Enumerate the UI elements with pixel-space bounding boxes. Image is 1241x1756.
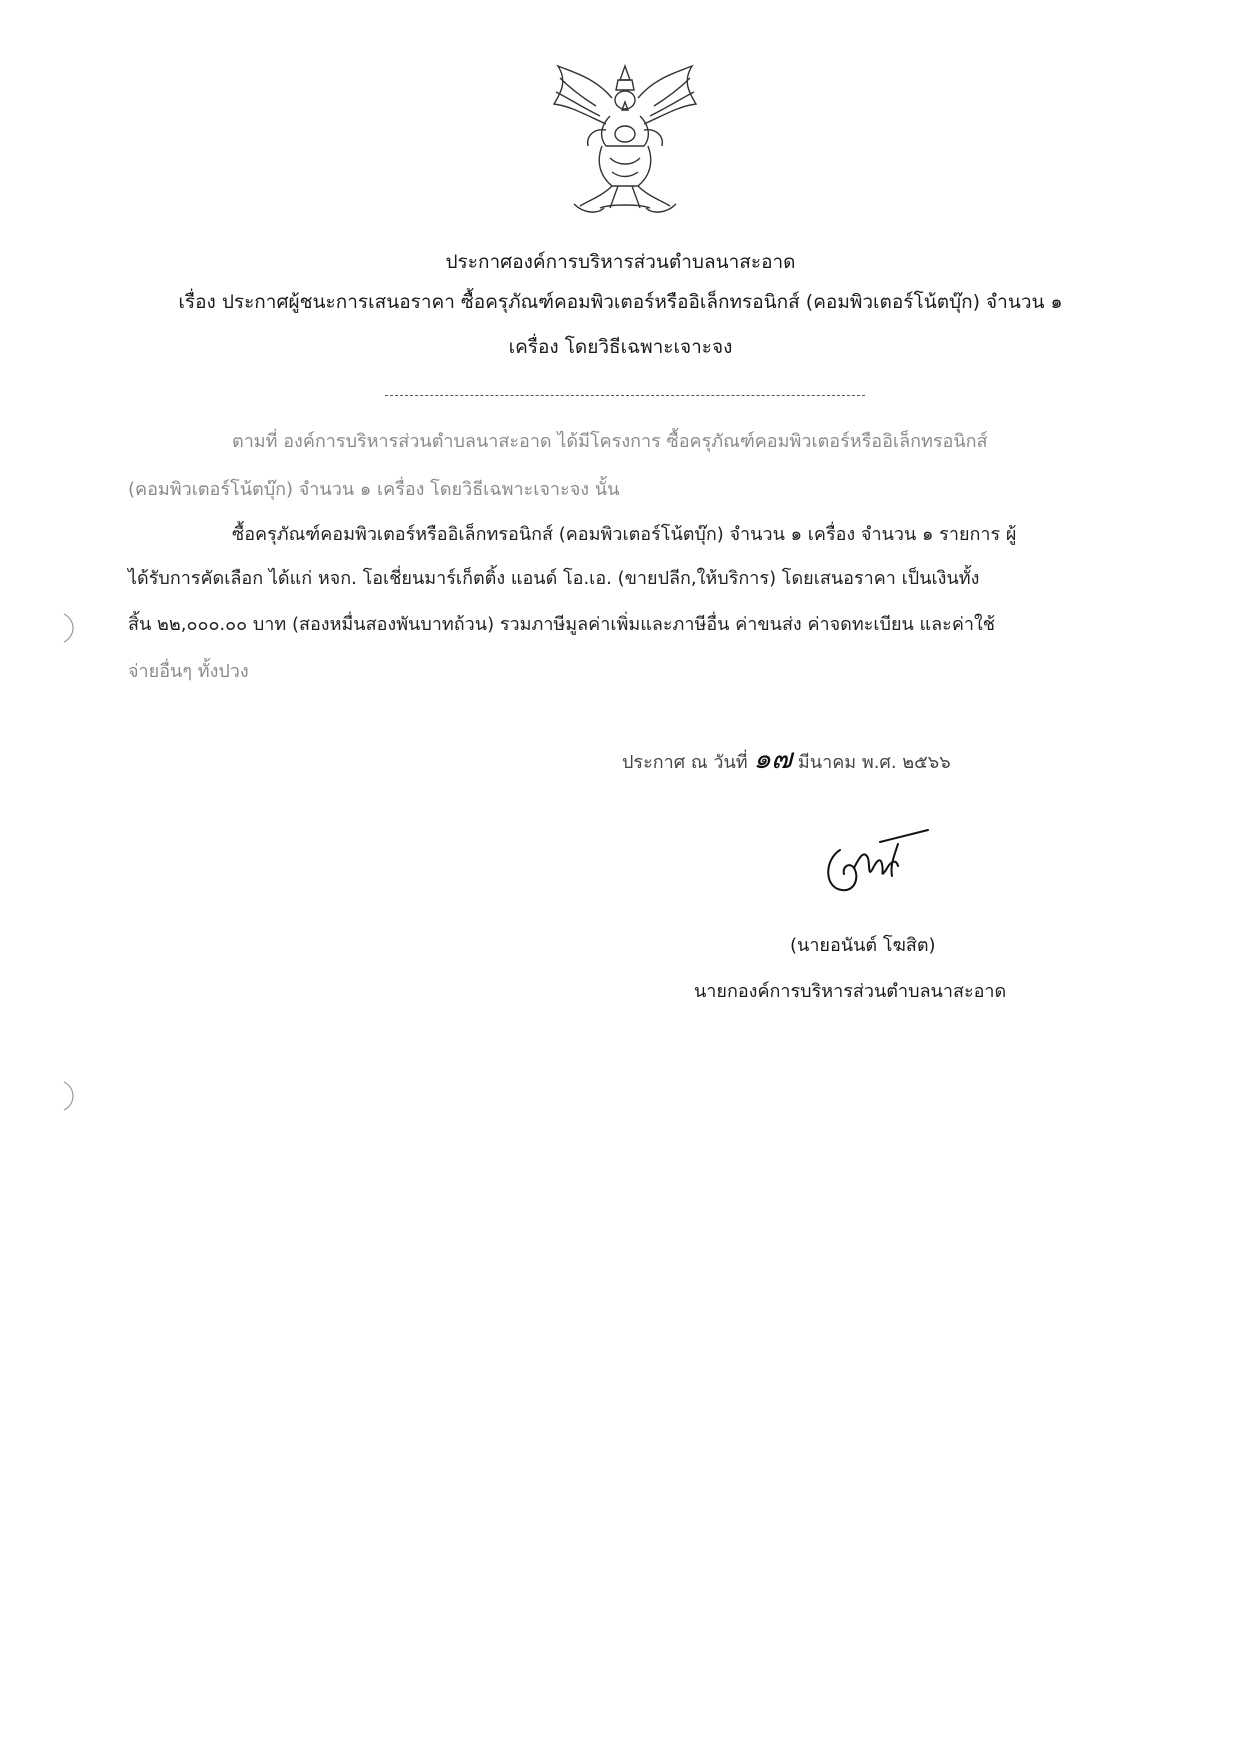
signer-name: (นายอนันต์ โฆสิต) [790, 935, 936, 956]
paragraph-1-line-2: (คอมพิวเตอร์โน้ตบุ๊ก) จำนวน ๑ เครื่อง โดยวิธีเฉพาะเจาะจง นั้น [128, 479, 620, 500]
punch-hole-mark [60, 1080, 80, 1112]
header-divider [385, 395, 865, 396]
paragraph-1-line-1: ตามที่ องค์การบริหารส่วนตำบลนาสะอาด ได้มีโครงการ ซื้อครุภัณฑ์คอมพิวเตอร์หรืออิเล็กทรอนิกส์ [232, 431, 988, 452]
date-day-handwritten: ๑๗ [753, 742, 793, 775]
date-prefix: ประกาศ ณ วันที่ [622, 752, 748, 773]
date-suffix: มีนาคม พ.ศ. ๒๕๖๖ [797, 752, 951, 773]
paragraph-2-line-3: สิ้น ๒๒,๐๐๐.๐๐ บาท (สองหมื่นสองพันบาทถ้วน) รวมภาษีมูลค่าเพิ่มและภาษีอื่น ค่าขนส่ง ค่าจดทะเบียน และค่าใช้ [128, 614, 995, 635]
signature-mark [810, 820, 930, 900]
organization-announcement-title: ประกาศองค์การบริหารส่วนตำบลนาสะอาด [445, 251, 796, 273]
announcement-date [622, 742, 951, 776]
signer-position: นายกองค์การบริหารส่วนตำบลนาสะอาด [694, 981, 1007, 1002]
paragraph-2-line-1: ซื้อครุภัณฑ์คอมพิวเตอร์หรืออิเล็กทรอนิกส์ (คอมพิวเตอร์โน้ตบุ๊ก) จำนวน ๑ เครื่อง จำนวน ๑ รายการ ผู้ [232, 524, 1017, 545]
paragraph-2-line-2: ได้รับการคัดเลือก ได้แก่ หจก. โอเชี่ยนมาร์เก็ตติ้ง แอนด์ โอ.เอ. (ขายปลีก,ให้บริการ) โดยเสนอราคา เป็นเงินทั้ง [128, 568, 980, 589]
garuda-emblem-icon [540, 58, 710, 218]
subject-line-1: เรื่อง ประกาศผู้ชนะการเสนอราคา ซื้อครุภัณฑ์คอมพิวเตอร์หรืออิเล็กทรอนิกส์ (คอมพิวเตอร์โน้ตบุ๊ก) จำนวน ๑ [178, 291, 1063, 313]
punch-hole-mark [60, 612, 80, 644]
paragraph-2-line-4: จ่ายอื่นๆ ทั้งปวง [128, 661, 249, 682]
subject-line-2: เครื่อง โดยวิธีเฉพาะเจาะจง [508, 336, 733, 358]
